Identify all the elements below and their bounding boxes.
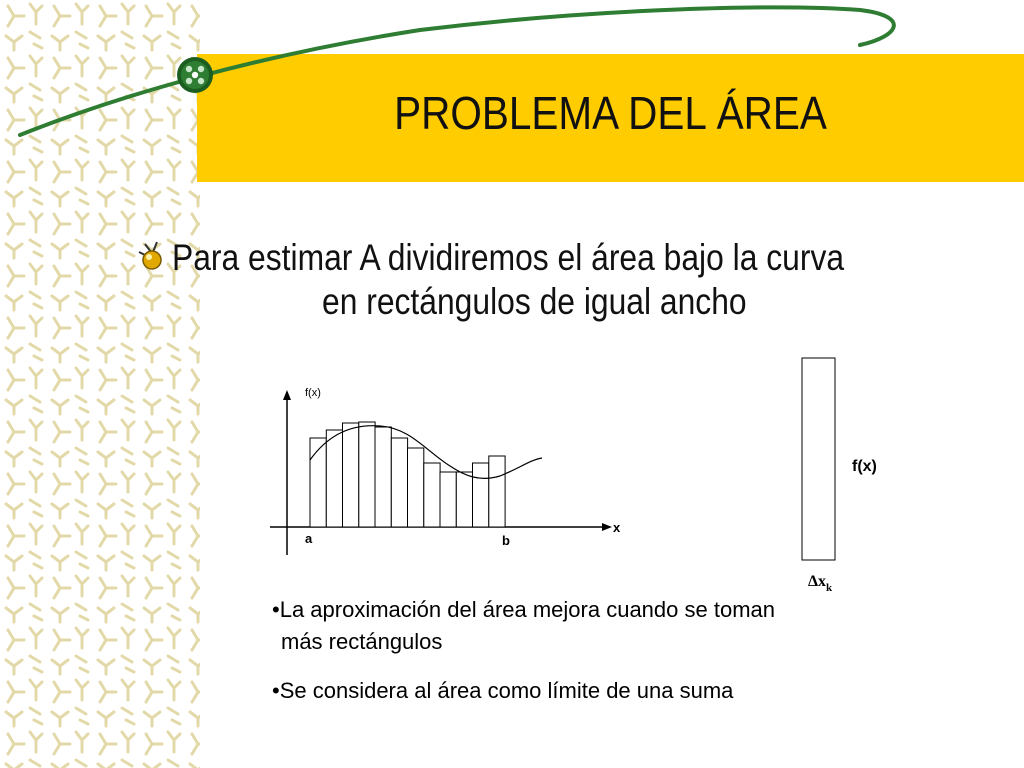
label-b: b <box>502 533 510 548</box>
bullet-point-2 <box>272 675 733 707</box>
single-rectangle-figure <box>790 350 900 600</box>
riemann-rectangle <box>343 423 359 527</box>
riemann-rectangle <box>310 438 326 527</box>
riemann-rectangle <box>424 463 440 527</box>
bug-bullet-icon <box>135 238 167 272</box>
riemann-rectangle <box>456 472 472 527</box>
bullet-point-1-line-1: •La aproximación del área mejora cuando se toman <box>272 597 775 622</box>
height-label: f(x) <box>852 458 877 475</box>
lead-line-1: Para estimar A dividiremos el área bajo la curva <box>172 237 845 278</box>
y-axis-arrow <box>283 390 291 400</box>
sample-rectangle <box>802 358 835 560</box>
x-axis-label: x <box>613 520 620 535</box>
logo-icon <box>177 57 213 93</box>
x-axis-arrow <box>602 523 612 531</box>
bullet-point-2-line-1: •Se considera al área como límite de una suma <box>272 678 734 703</box>
riemann-rectangle <box>359 422 375 527</box>
riemann-rectangle <box>326 430 342 527</box>
lead-text <box>172 236 972 324</box>
bullet-point-1 <box>272 594 775 658</box>
riemann-rectangles <box>310 422 505 527</box>
bullet-point-1-line-2: más rectángulos <box>281 629 443 654</box>
lead-line-2: en rectángulos de igual ancho <box>322 281 747 322</box>
label-a: a <box>305 531 313 546</box>
riemann-rectangle <box>391 438 407 527</box>
riemann-rectangle <box>408 448 424 527</box>
y-axis-label: f(x) <box>305 387 321 399</box>
riemann-rectangle <box>375 427 391 527</box>
riemann-graph <box>260 380 620 560</box>
riemann-rectangle <box>473 463 489 527</box>
riemann-rectangle <box>489 456 505 527</box>
riemann-rectangle <box>440 472 456 527</box>
slide-title: PROBLEMA DEL ÁREA <box>394 87 827 139</box>
width-label: $\Delta x_k$ <box>808 573 833 594</box>
